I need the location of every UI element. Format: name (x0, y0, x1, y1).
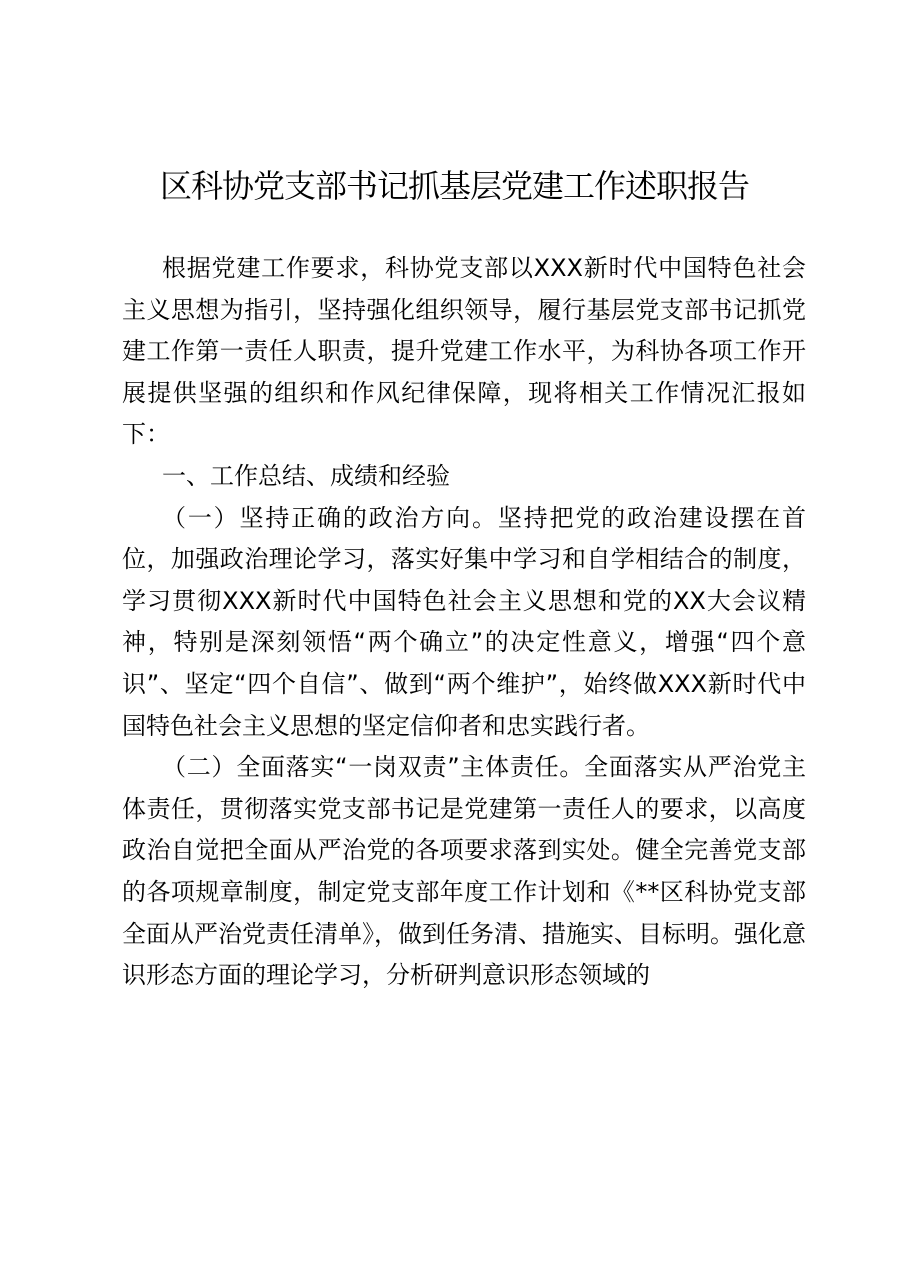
intro-paragraph: 根据党建工作要求，科协党支部以XXX新时代中国特色社会主义思想为指引，坚持强化组织领导，履行基层党支部书记抓党建工作第一责任人职责，提升党建工作水平，为科协各项工作开展提供坚强的组织和作风纪律保障，现将相关工作情况汇报如下： (122, 254, 806, 449)
document-body (122, 248, 806, 997)
item-paragraph-2: （二）全面落实“一岗双责”主体责任。全面落实从严治党主体责任，贯彻落实党支部书记是党建第一责任人的要求，以高度政治自觉把全面从严治党的各项要求落到实处。健全完善党支部的各项规章制度，制定党支部年度工作计划和《**区科协党支部全面从严治党责任清单》，做到任务清、措施实、目标明。强化意识形态方面的理论学习，分析研判意识形态领域的 (122, 753, 806, 990)
item-paragraph-1: （一）坚持正确的政治方向。坚持把党的政治建设摆在首位，加强政治理论学习，落实好集中学习和自学相结合的制度，学习贯彻XXX新时代中国特色社会主义思想和党的XX大会议精神，特别是深刻领悟“两个确立”的决定性意义，增强“四个意识”、坚定“四个自信”、做到“两个维护”，始终做XXX新时代中国特色社会主义思想的坚定信仰者和忠实践行者。 (122, 503, 806, 740)
document-title: 区科协党支部书记抓基层党建工作述职报告 (159, 167, 749, 205)
section-heading: 一、工作总结、成绩和经验 (162, 461, 450, 490)
